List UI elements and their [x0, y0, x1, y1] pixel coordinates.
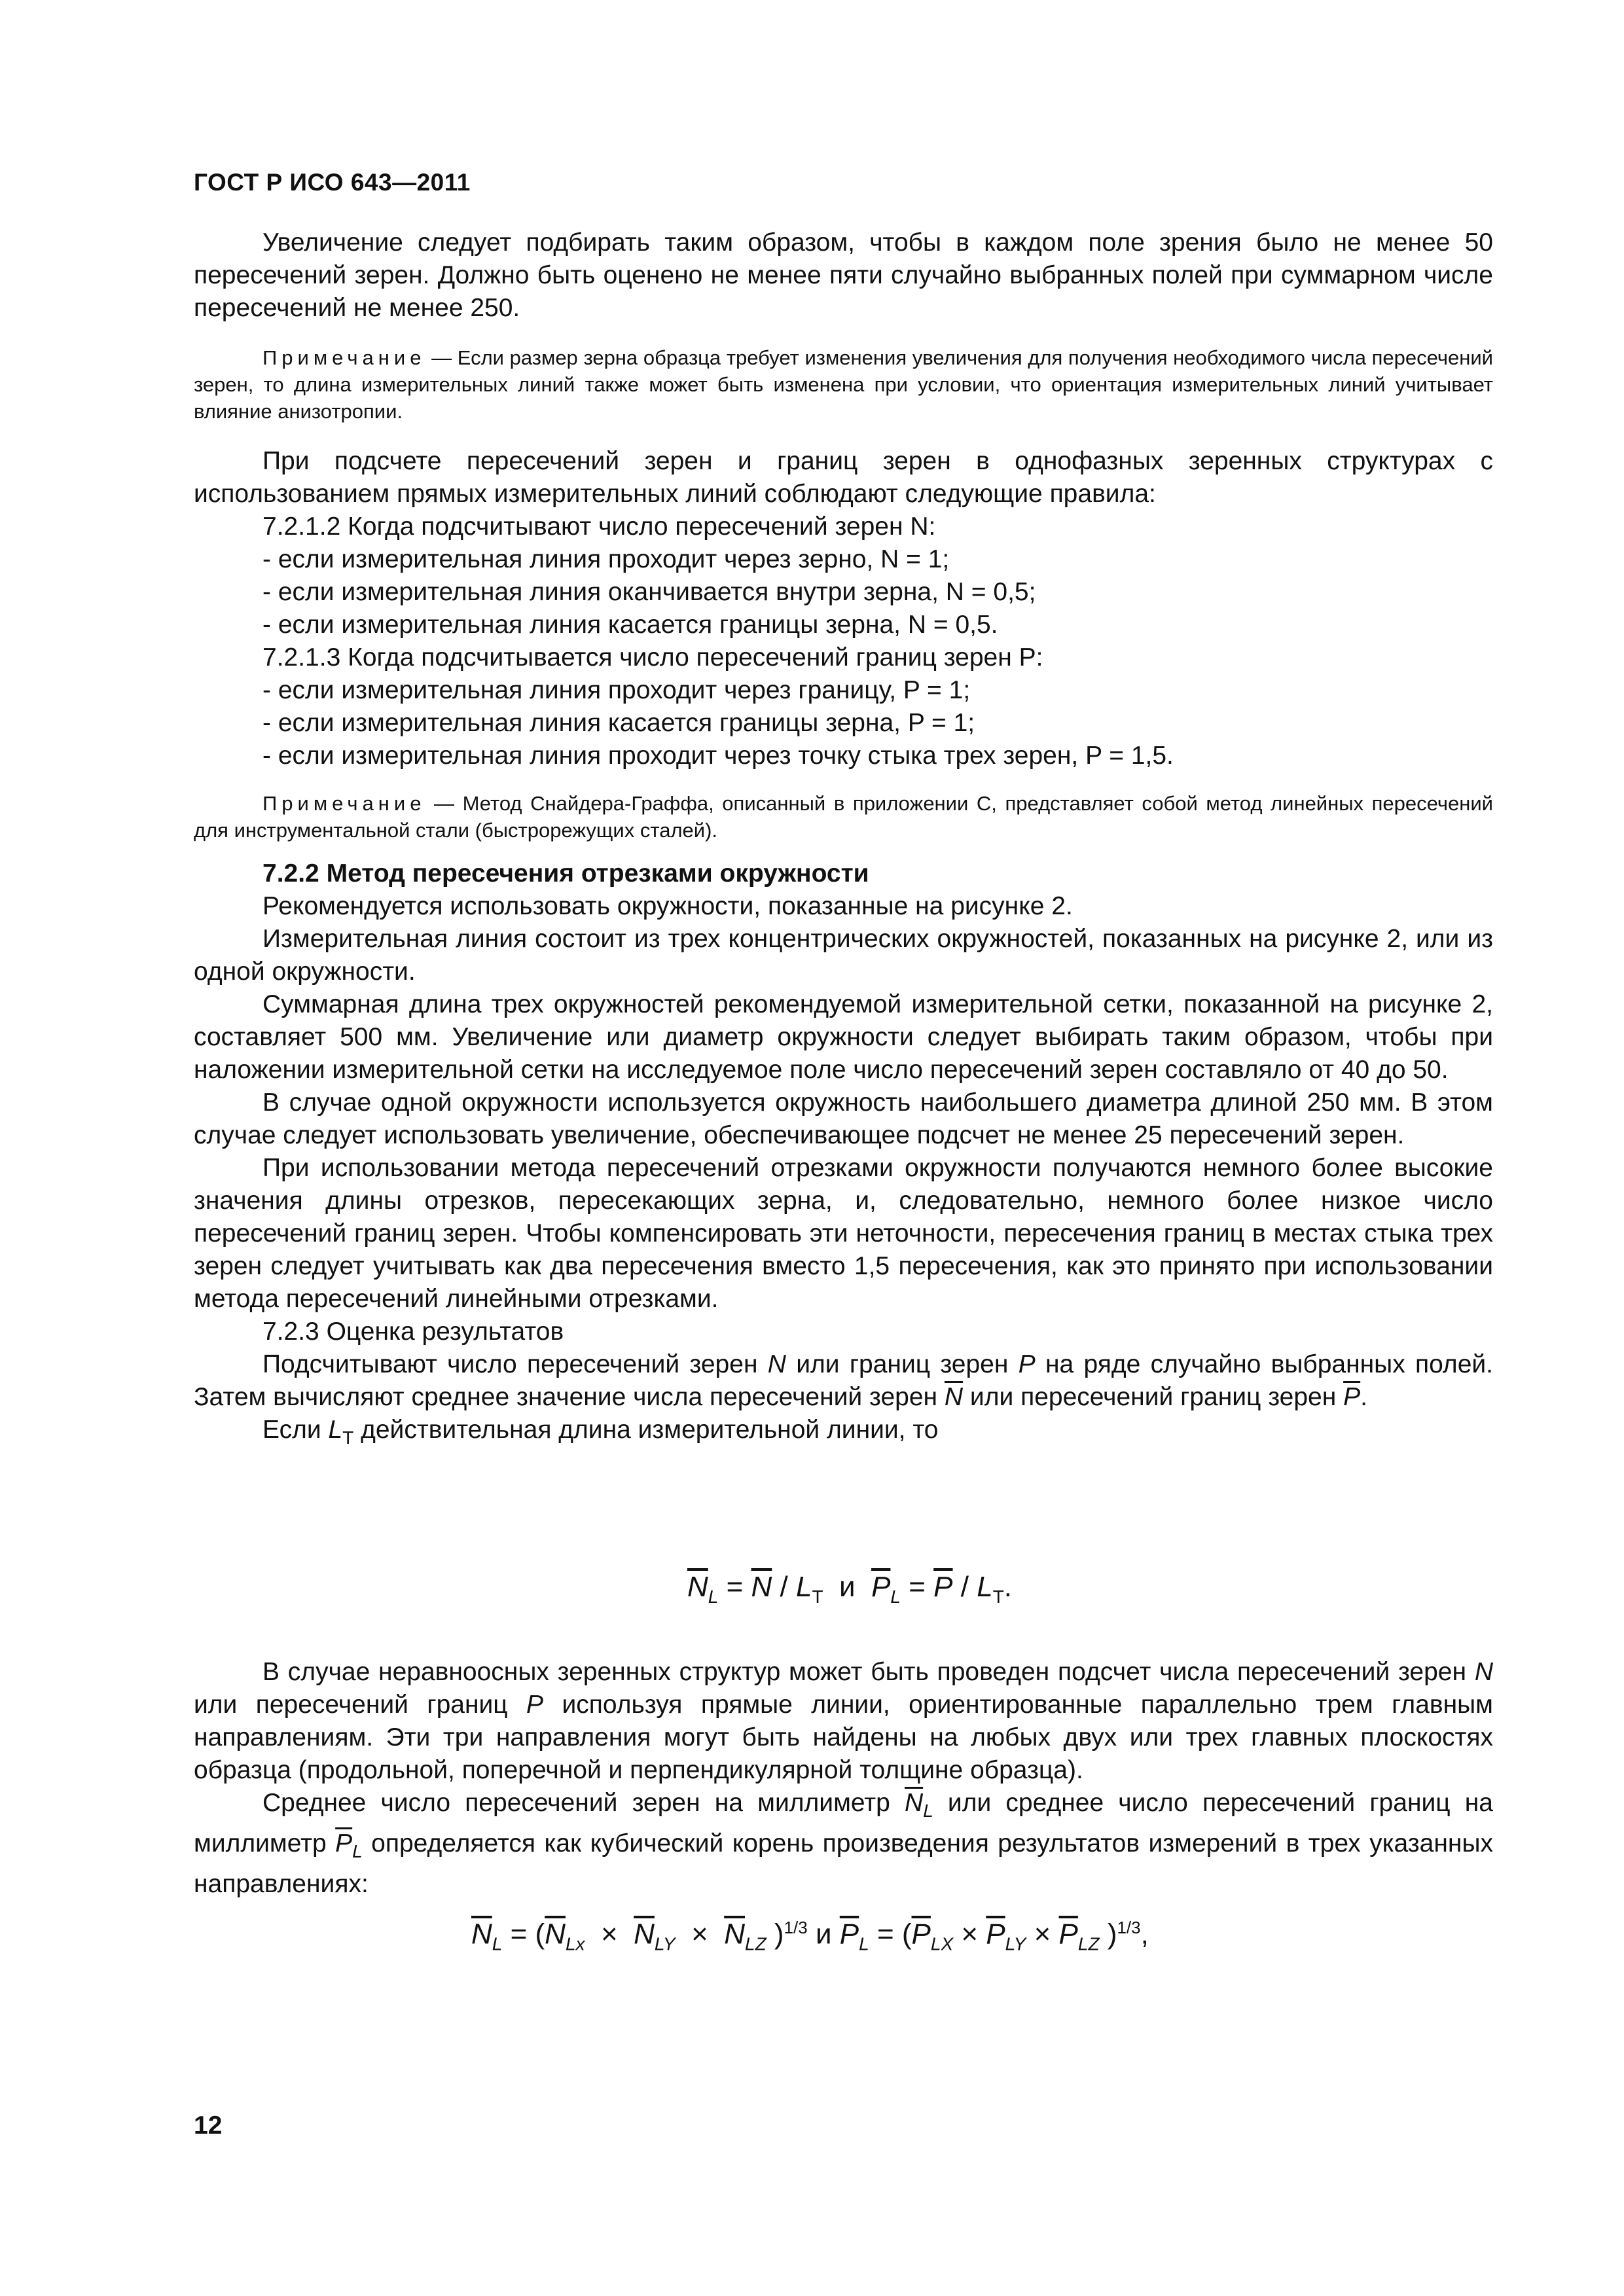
note-text: — Если размер зерна образца требует изменения увеличения для получения необходимого числа пересечений зерен, то длина измерительных линий также может быть изменена при условии, что ориентация измерительных линий учитывает влияние анизотропии.	[194, 346, 1493, 423]
note-label: Примечание	[262, 792, 426, 815]
note	[194, 790, 1493, 844]
rule-item: - если измерительная линия проходит через зерно, N = 1;	[262, 545, 950, 573]
page-number: 12	[194, 2111, 223, 2140]
section-7-2-2	[194, 857, 1493, 1454]
paragraph-text: В случае неравноосных зеренных структур может быть проведен подсчет числа пересечений зерен N или пересечений границ P используя прямые линии, ориентированные параллельно трем главным направлениям. Эти три направления могут быть найдены на любых двух или трех главных плоскостях образца (продольной, поперечной и перпендикулярной толщине образца).	[194, 1658, 1493, 1784]
paragraph-text: Подсчитывают число пересечений зерен N или границ зерен P на ряде случайно выбранных полей. Затем вычисляют среднее значение числа пересечений зерен $\overline{N}$ или пересечений границ зерен $\overline{P}$.	[194, 1350, 1494, 1411]
note-label: Примечание	[262, 346, 426, 369]
note	[194, 344, 1493, 425]
p-bar-symbol: $\overline{P}$	[1343, 1383, 1361, 1411]
section-heading: 7.2.2 Метод пересечения отрезками окружности	[262, 859, 869, 888]
rule-item: 7.2.1.2 Когда подсчитывают число пересечений зерен N:	[262, 512, 936, 541]
paragraph-text: Суммарная длина трех окружностей рекомендуемой измерительной сетки, показанной на рисунке 2, составляет 500 мм. Увеличение или диаметр окружности следует выбирать таким образом, чтобы при наложении измерительной сетки на исследуемое поле число пересечений зерен составляло от 40 до 50.	[194, 990, 1493, 1084]
section-heading: 7.2.3 Оценка результатов	[262, 1318, 564, 1346]
paragraph-text: Измерительная линия состоит из трех концентрических окружностей, показанных на рисунке 2, или из одной окружности.	[194, 925, 1493, 986]
rule-item: 7.2.1.3 Когда подсчитывается число пересечений границ зерен P:	[262, 643, 1043, 672]
paragraph-text: В случае одной окружности используется окружность наибольшего диаметра длиной 250 мм. В этом случае следует использовать увеличение, обеспечивающее подсчет не менее 25 пересечений зерен.	[194, 1088, 1493, 1149]
rules-block	[194, 445, 1493, 772]
rule-item: - если измерительная линия касается границы зерна, N = 0,5.	[262, 611, 998, 639]
section-7-2-3-continued	[194, 1656, 1493, 1901]
rule-item: - если измерительная линия проходит через точку стыка трех зерен, P = 1,5.	[262, 742, 1174, 770]
paragraph-text: Рекомендуется использовать окружности, показанные на рисунке 2.	[262, 892, 1073, 920]
formula-mean-per-length: $\overline{N}_L = \overline{N} / L_T$ и $\overline{P}_L = \overline{P} / L_T$.	[687, 1571, 1013, 1607]
paragraph-text: При подсчете пересечений зерен и границ зерен в однофазных зеренных структурах с использованием прямых измерительных линий соблюдают следующие правила:	[194, 447, 1493, 508]
rule-item: - если измерительная линия оканчивается внутри зерна, N = 0,5;	[262, 578, 1036, 606]
n-bar-symbol: $\overline{N}$	[944, 1383, 964, 1411]
paragraph-text: Среднее число пересечений зерен на миллиметр $\overline{N}_L$ или среднее число пересечений границ на миллиметр $\overline{P}_L$ определяется как кубический корень произведения результатов измерений в трех указанных направлениях:	[194, 1789, 1493, 1898]
paragraph	[194, 226, 1493, 325]
paragraph-text: Увеличение следует подбирать таким образом, чтобы в каждом поле зрения было не менее 50 пересечений зерен. Должно быть оценено не менее пяти случайно выбранных полей при суммарном числе пересечений не менее 250.	[194, 228, 1493, 322]
note-text: — Метод Снайдера-Граффа, описанный в приложении С, представляет собой метод линейных пересечений для инструментальной стали (быстрорежущих сталей).	[194, 792, 1493, 842]
paragraph-text: При использовании метода пересечений отрезками окружности получаются немного более высокие значения длины отрезков, пересекающих зерна, и, следовательно, немного более низкое число пересечений границ зерен. Чтобы компенсировать эти неточности, пересечения границ в местах стыка трех зерен следует учитывать как два пересечения вместо 1,5 пересечения, как это принято при использовании метода пересечений линейными отрезками.	[194, 1154, 1493, 1313]
paragraph-text: Если $L_T$ действительная длина измерительной линии, то	[262, 1416, 939, 1448]
rule-item: - если измерительная линия касается границы зерна, P = 1;	[262, 709, 975, 737]
document-header: ГОСТ Р ИСО 643—2011	[194, 169, 471, 196]
rule-item: - если измерительная линия проходит через границу, P = 1;	[262, 676, 971, 704]
formula-cubic-root: $\overline{N}_L = (\overline{N}_{Lx} \times \overline{N}_{LY} \times \overline{N}_{LZ}$ )$^{1/3}$ и $\overline{P}_L = (\overline{P}_{LX} \times \overline{P}_{LY} \times \overline{P}_{LZ}$ )$^{1/3}$,	[471, 1918, 1149, 1954]
